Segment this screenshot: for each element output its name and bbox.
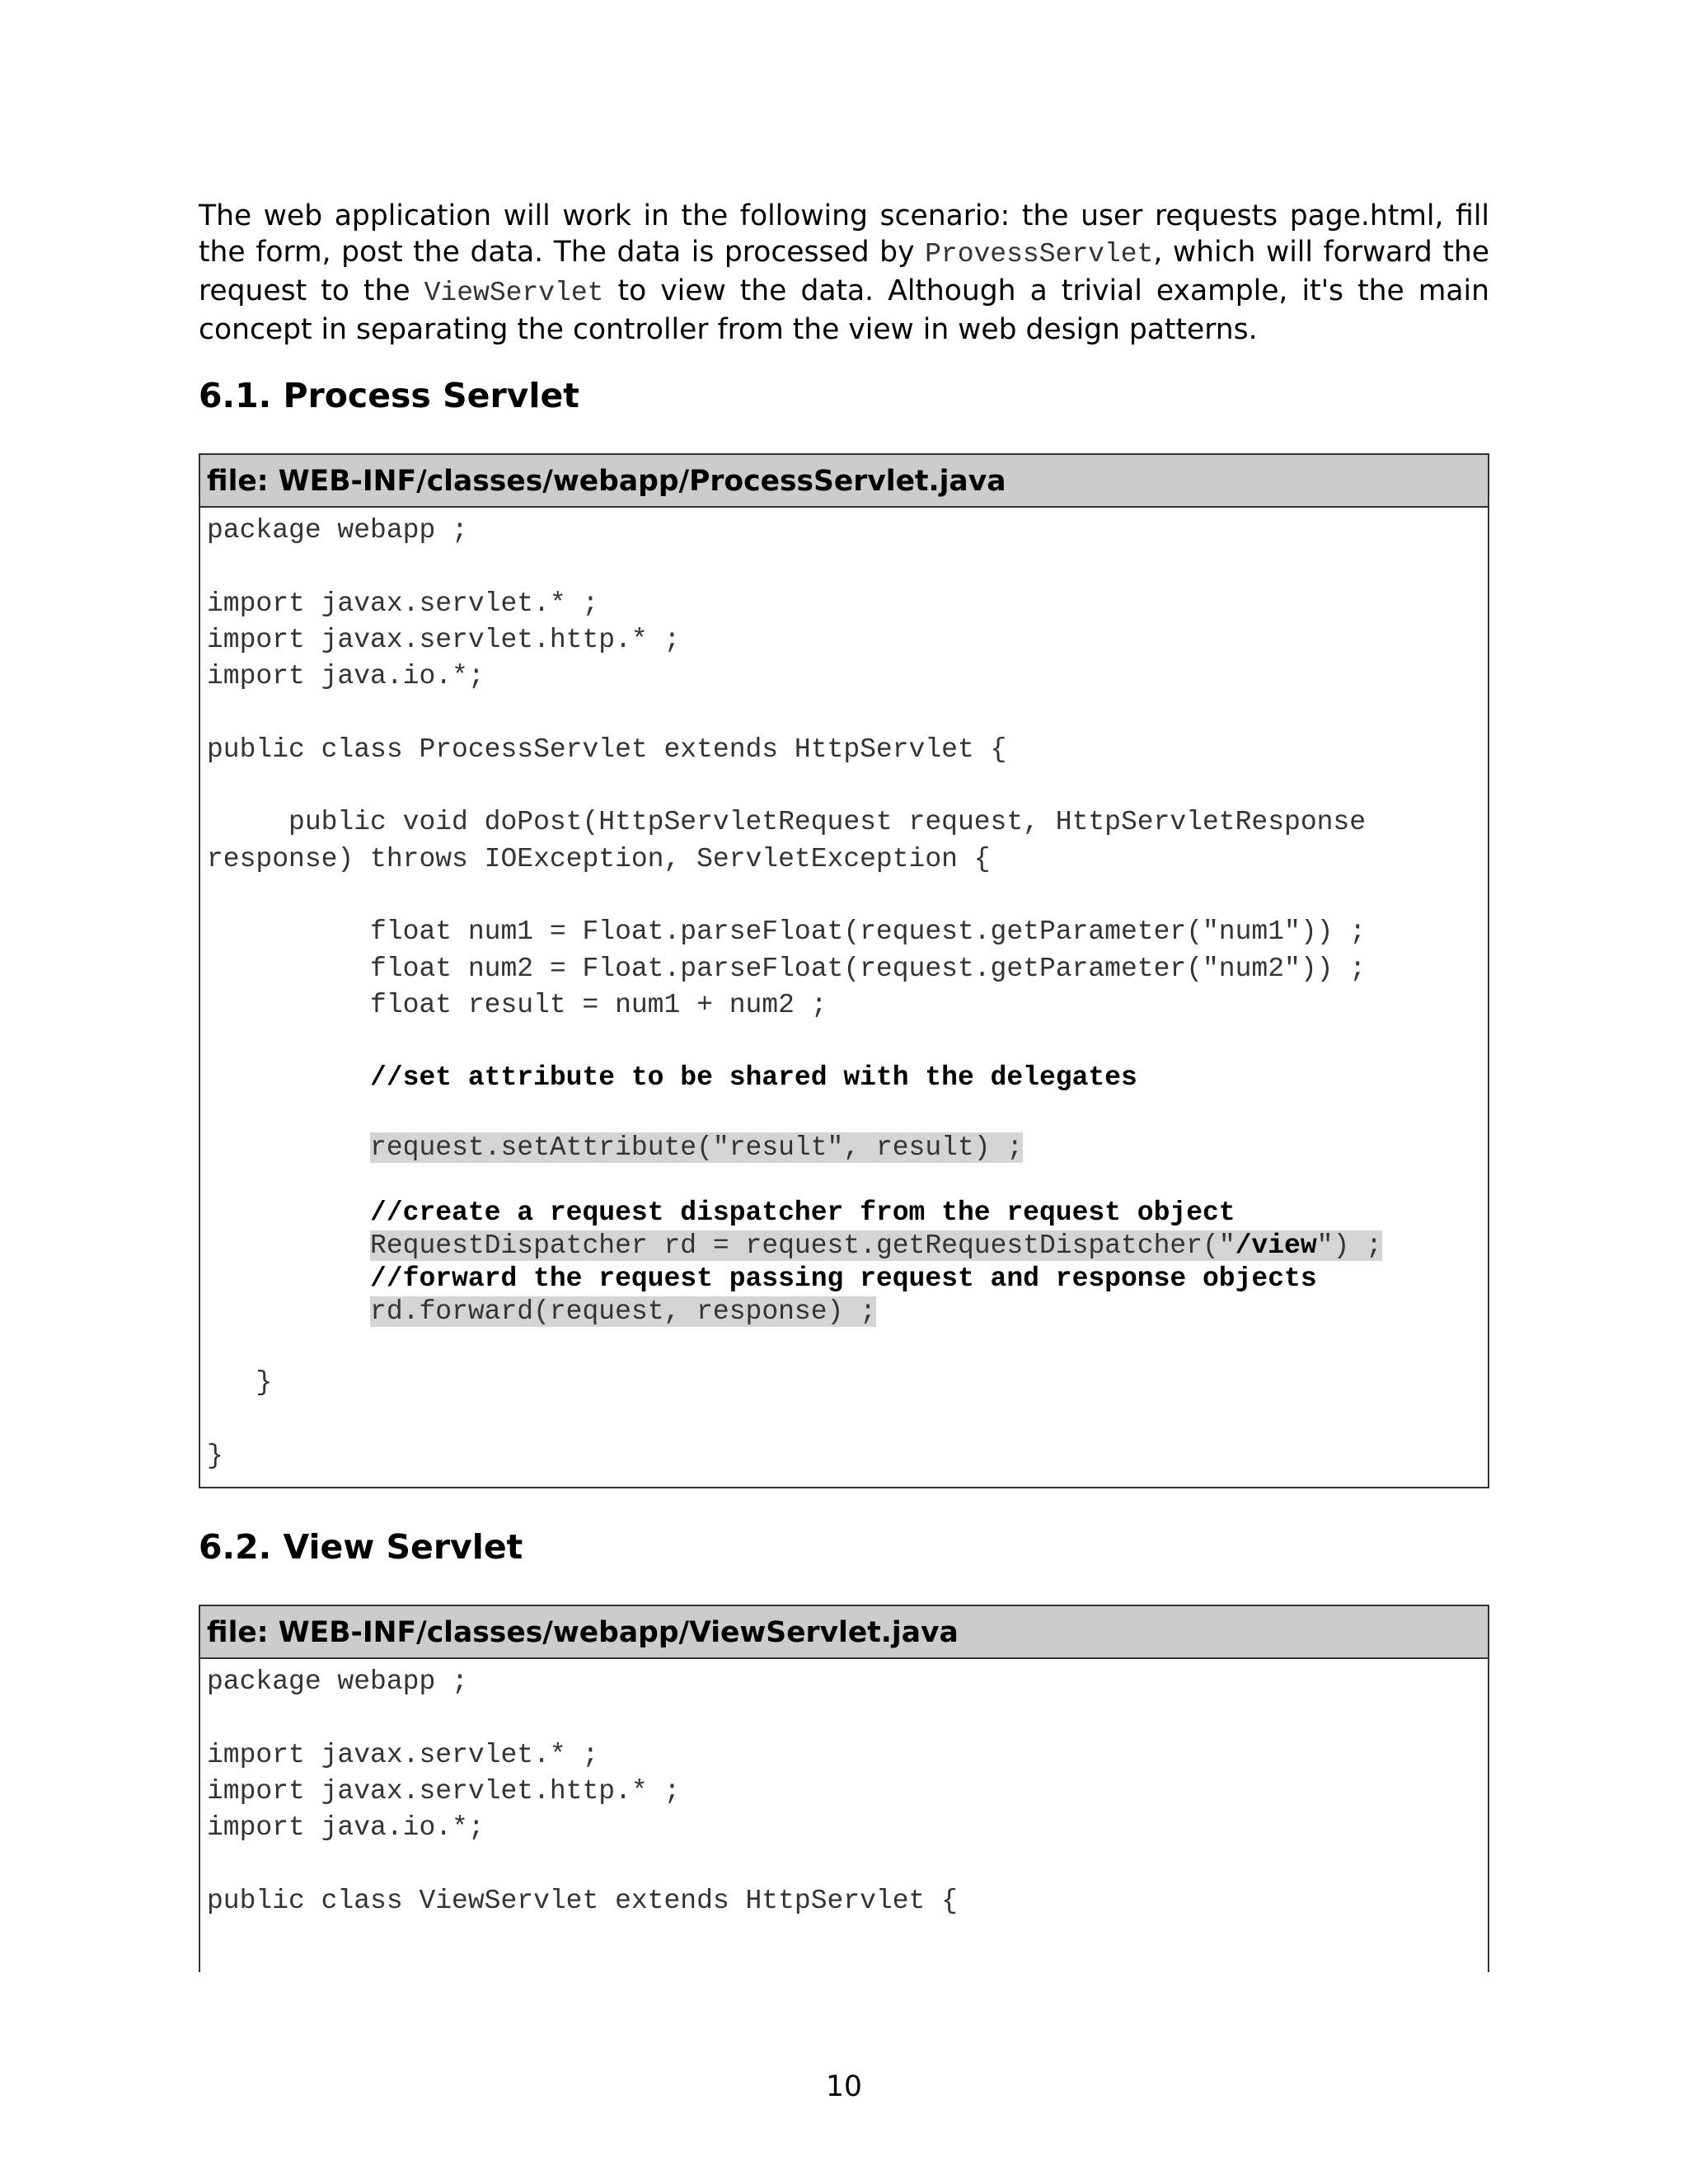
code-blank-line <box>207 695 1488 731</box>
code-blank-line <box>207 549 1488 585</box>
code-blank-line <box>207 1402 1488 1438</box>
intro-code-viewservlet: ViewServlet <box>424 278 604 308</box>
code-line-highlighted <box>207 1130 1488 1166</box>
code-line: public class ProcessServlet extends HttpServlet { <box>207 733 1007 765</box>
section-heading-process-servlet: 6.1. Process Servlet <box>199 376 579 415</box>
code-blank-line <box>207 1700 1488 1736</box>
code-line-highlighted <box>207 1296 1488 1329</box>
intro-text-3: to view the data. Although a trivial example, it's the main concept in separating the controller from the view in web design patterns. <box>199 274 1489 346</box>
code-blank-line <box>207 878 1488 914</box>
code-line: response) throws IOException, ServletException { <box>207 843 991 874</box>
code-line: import javax.servlet.* ; <box>207 1739 599 1770</box>
intro-paragraph <box>199 198 1489 348</box>
process-servlet-file-header: file: WEB-INF/classes/webapp/ProcessServlet.java <box>200 455 1488 508</box>
page-number: 10 <box>826 2070 862 2103</box>
code-blank-line <box>207 1166 1488 1197</box>
process-servlet-code <box>200 508 1488 1474</box>
code-line: } <box>207 1440 223 1471</box>
intro-text-2: , which will forward the request to the <box>199 236 1489 307</box>
intro-code-provessservlet: ProvessServlet <box>925 239 1154 269</box>
code-line: package webapp ; <box>207 1666 468 1697</box>
view-servlet-code <box>200 1659 1488 1919</box>
view-servlet-file-header: file: WEB-INF/classes/webapp/ViewServlet.java <box>200 1606 1488 1659</box>
highlighted-code: request.setAttribute("result", result) ; <box>370 1132 1024 1163</box>
code-line: import java.io.*; <box>207 661 485 692</box>
code-line: } <box>207 1367 273 1399</box>
highlighted-view-path: /view <box>1235 1230 1317 1262</box>
code-line: float result = num1 + num2 ; <box>207 989 828 1020</box>
code-blank-line <box>207 1329 1488 1365</box>
code-blank-line <box>207 1097 1488 1130</box>
code-line: float num1 = Float.parseFloat(request.getParameter("num1")) ; <box>207 916 1367 948</box>
code-line: package webapp ; <box>207 515 468 546</box>
code-line: public class ViewServlet extends HttpServlet { <box>207 1885 958 1916</box>
code-line-highlighted <box>207 1230 1488 1263</box>
code-blank-line <box>207 1846 1488 1882</box>
highlighted-code: RequestDispatcher rd = request.getRequestDispatcher("/view") ; <box>370 1230 1382 1262</box>
section-heading-view-servlet: 6.2. View Servlet <box>199 1527 523 1567</box>
code-line: import javax.servlet.* ; <box>207 588 599 619</box>
process-servlet-code-box <box>199 453 1489 1488</box>
code-comment: //set attribute to be shared with the delegates <box>207 1062 1137 1094</box>
code-line: float num2 = Float.parseFloat(request.getParameter("num2")) ; <box>207 953 1367 984</box>
code-comment: //forward the request passing request and response objects <box>207 1263 1317 1295</box>
view-servlet-code-box <box>199 1605 1489 1972</box>
intro-text-1: The web application will work in the following scenario: the user requests page.html, fill the form, post the data. The data is processed by <box>199 199 1489 269</box>
code-comment: //create a request dispatcher from the request object <box>207 1197 1236 1229</box>
code-line: import javax.servlet.http.* ; <box>207 1775 681 1807</box>
code-blank-line <box>207 768 1488 804</box>
code-line: public void doPost(HttpServletRequest request, HttpServletResponse <box>207 807 1367 838</box>
highlighted-code: rd.forward(request, response) ; <box>370 1296 876 1328</box>
code-line: import java.io.*; <box>207 1812 485 1844</box>
code-line: import javax.servlet.http.* ; <box>207 624 681 655</box>
code-blank-line <box>207 1024 1488 1060</box>
